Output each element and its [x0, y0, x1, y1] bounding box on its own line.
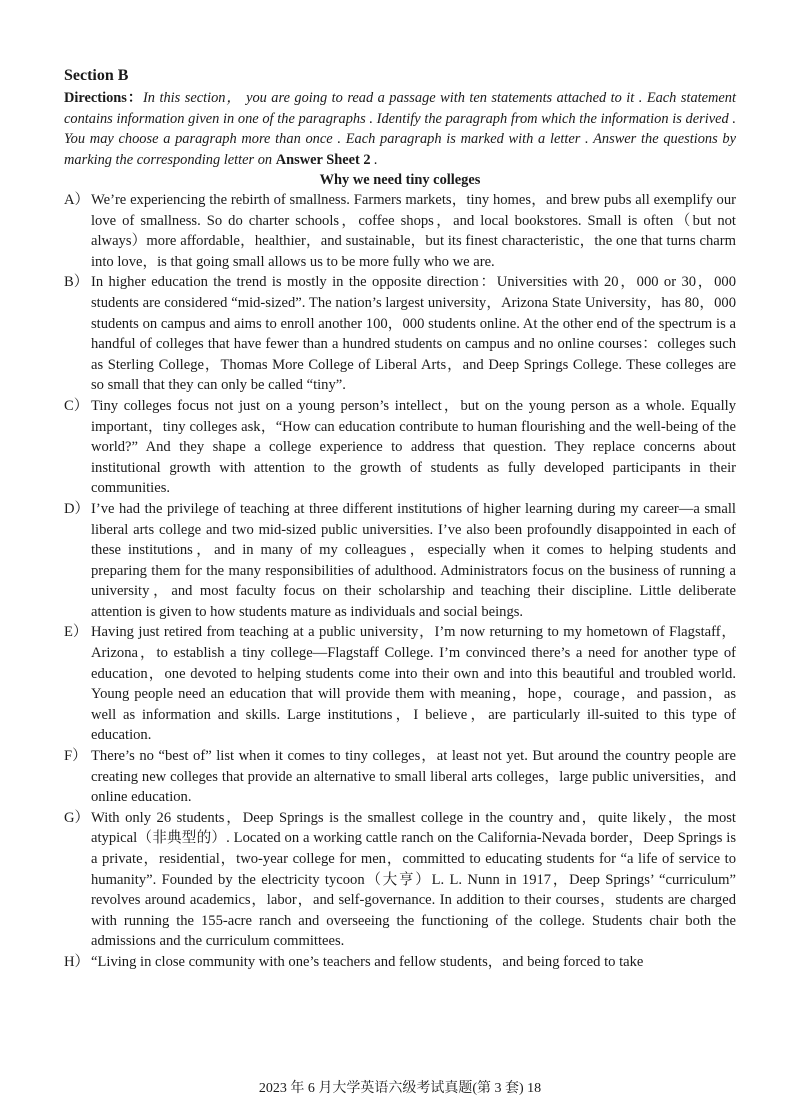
paragraph-g: [64, 808, 736, 952]
section-title: Section B: [64, 67, 129, 84]
paragraph-letter: B）: [64, 274, 89, 291]
paragraph-c: [64, 396, 736, 499]
paragraph-text: We’re experiencing the rebirth of smallness. Farmers markets，tiny homes，and brew pubs all exemplify our love of smallness. So do charter schools，coffee shops，and local bookstores. Small is often（but not always）more affordable，healthier，and sustainable，but its finest characteristic，the one that turns charm into love，is that going small allows us to be more fully who we are.: [91, 192, 736, 270]
paragraph-list: [64, 190, 736, 973]
paragraph-letter: D）: [64, 500, 90, 517]
directions: [64, 88, 736, 170]
paragraph-letter: C）: [64, 397, 89, 414]
paragraph-f: [64, 746, 736, 808]
paragraph-text: Tiny colleges focus not just on a young person’s intellect，but on the young person as a whole. Equally important，tiny colleges ask，“How can education contribute to human flourishing and the well-being of the world?” And they shape a college experience to address that question. They replace concerns about institutional growth with attention to the growth of students as fully developed participants in their communities.: [91, 397, 736, 497]
paragraph-h: [64, 952, 736, 973]
answer-sheet-label: Answer Sheet 2: [275, 151, 371, 168]
paragraph-text: There’s no “best of” list when it comes to tiny colleges，at least not yet. But around the country people are creating new colleges that provide an alternative to small liberal arts colleges，large public universities，and online education.: [91, 748, 736, 806]
page-footer: 2023 年 6 月大学英语六级考试真题(第 3 套) 18: [258, 1081, 542, 1096]
paragraph-letter: A）: [64, 192, 90, 208]
passage-title: Why we need tiny colleges: [319, 172, 481, 188]
directions-end: .: [370, 151, 378, 168]
paragraph-e: [64, 622, 736, 746]
paragraph-b: [64, 272, 736, 396]
paragraph-text: In higher education the trend is mostly in the opposite direction：Universities with 20，000 or 30，000 students are considered “mid-sized”. The nation’s largest university，Arizona State University，has 80，000 students on campus and aims to enroll another 100，000 students online. At the other end of the spectrum is a handful of colleges that have fewer than a hundred students on campus and no online courses：colleges such as Sterling College，Thomas More College of Liberal Arts，and Deep Springs College. These colleges are so small that they can only be called “tiny”.: [91, 274, 736, 394]
paragraph-text: “Living in close community with one’s teachers and fellow students，and being forced to take: [91, 953, 644, 970]
paragraph-letter: G）: [64, 809, 90, 826]
directions-label: Directions：: [64, 90, 144, 106]
directions-body: In this section， you are going to read a passage with ten statements attached to it . Each statement contains information given in one of the paragraphs . Identify the paragraph from which the information is derived . You may choose a paragraph more than once . Each paragraph is marked with a letter . Answer the questions by marking the corresponding letter on: [64, 90, 736, 168]
paragraph-text: Having just retired from teaching at a public university，I’m now returning to my hometown of Flagstaff，Arizona，to establish a tiny college—Flagstaff College. I’m convinced there’s a need for another type of education，one devoted to helping students come into their own and into this beautiful and troubled world. Young people need an education that will provide them with meaning，hope，courage，and passion，as well as information and skills. Large institutions，I believe，are particularly ill-suited to this type of education.: [91, 624, 736, 744]
paragraph-letter: E）: [64, 624, 88, 641]
paragraph-d: [64, 499, 736, 623]
paragraph-letter: F）: [64, 748, 87, 765]
exam-page: [64, 66, 736, 973]
paragraph-text: With only 26 students，Deep Springs is the smallest college in the country and，quite likely，the most atypical（非典型的）. Located on a working cattle ranch on the California-Nevada border，Deep Springs is a private，residential，two-year college for men，committed to educating students for “a life of service to humanity”. Founded by the electricity tycoon（大亨）L. L. Nunn in 1917，Deep Springs’ “curriculum” revolves around academics，labor，and self-governance. In addition to their courses，students are charged with running the 155-acre ranch and overseeing the functioning of the college. Students chair both the admissions and the curriculum committees.: [91, 809, 736, 950]
paragraph-a: [64, 190, 736, 272]
paragraph-text: I’ve had the privilege of teaching at three different institutions of higher learning during my career—a small liberal arts college and two mid-sized public universities. I’ve also been profoundly disappointed in each of these institutions，and in many of my colleagues，especially when it comes to helping students and preparing them for the many responsibilities of adulthood. Administrators focus on the business of running a university，and most faculty focus on their scholarship and teaching their discipline. Little deliberate attention is given to how students mature as individuals and social beings.: [91, 500, 736, 620]
paragraph-letter: H）: [64, 953, 90, 970]
